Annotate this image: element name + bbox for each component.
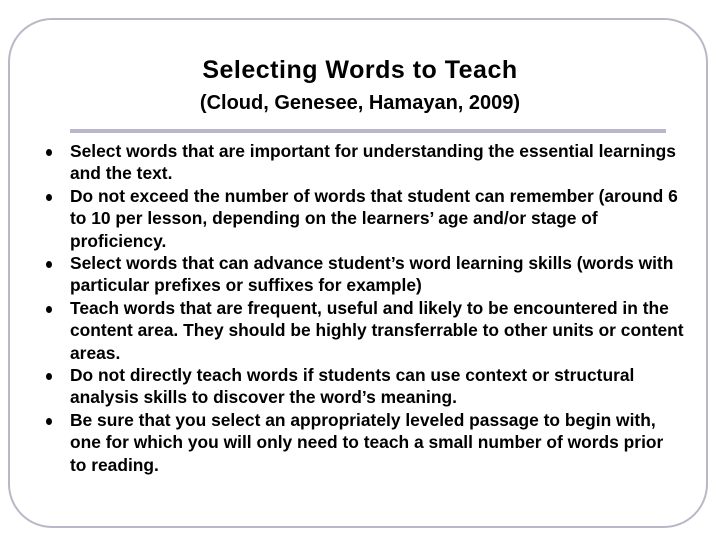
bullet-list	[44, 140, 684, 476]
bullet-text: Do not directly teach words if students can use context or structural analysis skills to discover the word’s meaning.	[70, 365, 635, 408]
bullet-item	[44, 364, 684, 409]
bullet-text: Select words that are important for understanding the essential learnings and the text.	[70, 141, 676, 184]
bullet-item	[44, 140, 684, 185]
title-divider	[70, 129, 666, 133]
bullet-dot-icon	[46, 149, 52, 156]
slide-title: Selecting Words to Teach	[202, 56, 518, 84]
bullet-text: Select words that can advance student’s word learning skills (words with particular prefixes or suffixes for example)	[70, 253, 674, 296]
bullet-dot-icon	[46, 373, 52, 380]
slide-subtitle: (Cloud, Genesee, Hamayan, 2009)	[199, 92, 521, 114]
bullet-dot-icon	[46, 261, 52, 268]
bullet-dot-icon	[46, 194, 52, 201]
bullet-text: Do not exceed the number of words that student can remember (around 6 to 10 per lesson, depending on the learners’ age and/or stage of proficiency.	[70, 185, 678, 251]
bullet-item	[44, 252, 684, 297]
bullet-item	[44, 409, 684, 476]
bullet-dot-icon	[46, 418, 52, 425]
bullet-text: Teach words that are frequent, useful and likely to be encountered in the content area. They should be highly transferrable to other units or content areas.	[70, 297, 684, 363]
bullet-text: Be sure that you select an appropriately leveled passage to begin with, one for which you will only need to teach a small number of words prior to reading.	[70, 409, 664, 475]
bullet-dot-icon	[46, 306, 52, 313]
bullet-item	[44, 297, 684, 364]
bullet-item	[44, 185, 684, 252]
